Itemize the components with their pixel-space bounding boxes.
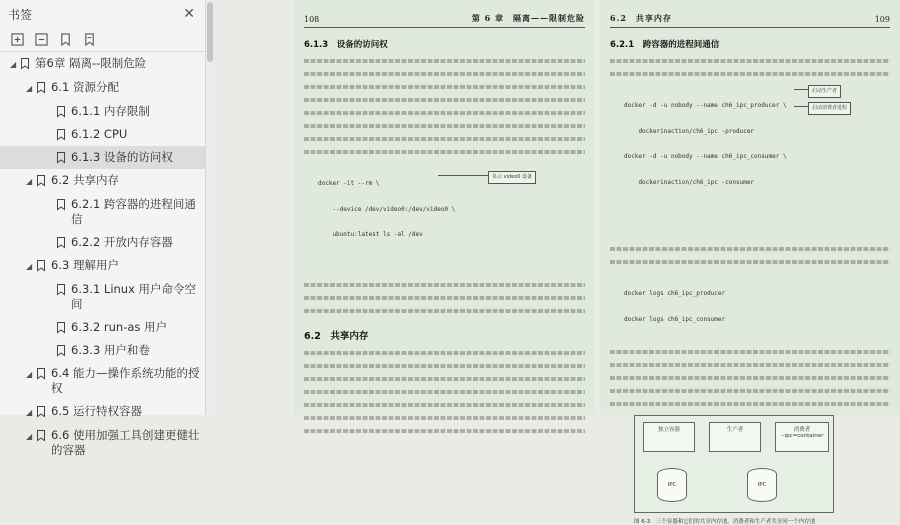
- body-text-blurred: [304, 400, 585, 410]
- code-line: --device /dev/video0:/dev/video0 \: [318, 205, 456, 213]
- diagram-box-sublabel: --ipc=container: [780, 433, 824, 439]
- bookmark-label: 6.4 能力—操作系统功能的授权: [51, 366, 200, 395]
- bookmark-label: 6.1 资源分配: [51, 80, 119, 94]
- body-text-blurred: [304, 413, 585, 423]
- bookmark-icon: [56, 322, 66, 333]
- bookmark-label: 6.1.3 设备的访问权: [71, 150, 173, 164]
- chevron-down-icon[interactable]: ◢: [10, 60, 17, 69]
- chapter-running-head: 第 6 章 隔离——限制危险: [471, 13, 585, 23]
- bookmark-label: 6.6 使用加强工具创建更健壮的容器: [51, 428, 200, 457]
- bookmark-icon: [56, 237, 66, 248]
- body-text-blurred: [304, 95, 585, 105]
- bookmark-item[interactable]: [0, 76, 205, 100]
- code-line: docker logs ch6_ipc_producer: [624, 290, 726, 297]
- section-running-head: 6.2 共享内存: [610, 13, 672, 23]
- code-block: [624, 85, 890, 238]
- bookmark-icon: [36, 368, 46, 379]
- sidebar-scrollbar[interactable]: [206, 0, 214, 415]
- body-text-blurred: [304, 387, 585, 397]
- code-line: ubuntu:latest ls -al /dev: [318, 231, 423, 238]
- bookmark-icon: [36, 406, 46, 417]
- body-text-blurred: [304, 121, 585, 131]
- section-heading: 6.1.3 设备的访问权: [304, 40, 388, 50]
- body-text-blurred: [304, 374, 585, 384]
- bookmark-icon: [56, 106, 66, 117]
- page-109: [600, 0, 900, 525]
- code-block: [318, 163, 585, 274]
- body-text-blurred: [304, 69, 585, 79]
- body-text-blurred: [304, 348, 585, 358]
- body-text-blurred: [610, 244, 890, 254]
- bookmark-settings-icon[interactable]: [82, 33, 96, 47]
- running-header: [610, 0, 890, 28]
- code-line: dockerinaction/ch6_ipc -consumer: [624, 178, 755, 186]
- code-callout: 显示 video0 设备: [488, 171, 536, 184]
- collapse-all-icon[interactable]: [34, 33, 48, 47]
- body-text-blurred: [610, 69, 890, 79]
- bookmark-item[interactable]: [0, 100, 205, 123]
- bookmarks-panel: [0, 0, 206, 457]
- bookmark-label: 6.1.1 内存限制: [71, 104, 150, 118]
- chevron-down-icon[interactable]: ◢: [26, 370, 33, 379]
- code-block: [624, 273, 890, 341]
- bookmark-icon: [36, 82, 46, 93]
- bookmark-icon: [36, 430, 46, 441]
- bookmark-label: 6.1.2 CPU: [71, 127, 128, 141]
- page-number: 108: [304, 15, 320, 24]
- chevron-down-icon[interactable]: ◢: [26, 84, 33, 93]
- bookmark-label: 6.5 运行特权容器: [51, 404, 142, 418]
- body-text-blurred: [304, 134, 585, 144]
- bookmark-item[interactable]: [0, 193, 205, 231]
- bookmark-item[interactable]: [0, 169, 205, 193]
- bookmark-label: 第6章 隔离--限制危险: [35, 56, 147, 70]
- bookmark-icon: [56, 284, 66, 295]
- bookmark-label: 6.2.2 开放内存容器: [71, 235, 173, 249]
- callout-line: [794, 89, 808, 90]
- body-text-blurred: [610, 347, 890, 357]
- bookmarks-title: 书签: [8, 7, 33, 22]
- bookmark-icon: [56, 345, 66, 356]
- bookmark-label: 6.3.2 run-as 用户: [71, 320, 168, 334]
- body-text-blurred: [610, 360, 890, 370]
- diagram-box: 独立容器: [643, 422, 695, 452]
- running-header: [304, 0, 585, 28]
- code-line: docker -it --rm \: [318, 180, 380, 187]
- body-text-blurred: [610, 257, 890, 267]
- bookmarks-toolbar: [0, 28, 205, 52]
- bookmark-label: 6.2.1 跨容器的进程间通信: [71, 197, 196, 226]
- page-number: 109: [874, 15, 890, 24]
- section-heading: 6.2.1 跨容器的进程间通信: [610, 40, 720, 50]
- bookmark-icon: [56, 199, 66, 210]
- body-text-blurred: [304, 426, 585, 436]
- bookmark-item[interactable]: [0, 424, 205, 462]
- code-line: docker logs ch6_ipc_consumer: [624, 315, 726, 323]
- bookmark-item[interactable]: [0, 123, 205, 146]
- page-108: [294, 0, 595, 415]
- body-text-blurred: [304, 293, 585, 303]
- expand-all-icon[interactable]: [10, 33, 24, 47]
- diagram-box: [775, 422, 829, 452]
- code-line: docker -d -u nobody --name ch6_ipc_producer \: [624, 102, 787, 109]
- bookmark-item[interactable]: [0, 339, 205, 362]
- diagram-box: 生产者: [709, 422, 761, 452]
- body-text-blurred: [304, 306, 585, 316]
- bookmark-icon: [20, 58, 30, 69]
- bookmark-label: 6.3.3 用户和卷: [71, 343, 150, 357]
- section-heading: 6.2 共享内存: [304, 330, 369, 342]
- callout-line: [438, 175, 488, 176]
- bookmark-icon: [36, 175, 46, 186]
- bookmark-label: 6.2 共享内存: [51, 173, 119, 187]
- ipc-diagram: [634, 415, 834, 513]
- code-line: dockerinaction/ch6_ipc -producer: [624, 127, 755, 135]
- body-text-blurred: [304, 108, 585, 118]
- body-text-blurred: [304, 56, 585, 66]
- body-text-blurred: [610, 373, 890, 383]
- bookmark-icon: [56, 129, 66, 140]
- bookmark-tree: [0, 52, 205, 462]
- body-text-blurred: [304, 361, 585, 371]
- close-icon[interactable]: ✕: [183, 6, 195, 22]
- chevron-down-icon[interactable]: ◢: [26, 408, 33, 417]
- code-callout: 启动生产者: [808, 85, 841, 98]
- code-line: docker -d -u nobody --name ch6_ipc_consumer \: [624, 153, 787, 160]
- scrollbar-thumb[interactable]: [207, 2, 213, 62]
- bookmarks-header: [0, 0, 205, 28]
- body-text-blurred: [610, 56, 890, 66]
- chevron-down-icon[interactable]: ◢: [26, 432, 33, 441]
- bookmark-icon: [56, 152, 66, 163]
- chevron-down-icon[interactable]: ◢: [26, 177, 33, 186]
- bookmark-item[interactable]: [0, 278, 205, 316]
- bookmark-icon: [36, 260, 46, 271]
- bookmark-item[interactable]: [0, 254, 205, 278]
- diagram-box-label: 消费者: [793, 427, 811, 433]
- chevron-down-icon[interactable]: ◢: [26, 262, 33, 271]
- bookmark-item[interactable]: [0, 146, 205, 169]
- body-text-blurred: [304, 82, 585, 92]
- bookmark-icon[interactable]: [58, 33, 72, 47]
- callout-line: [794, 106, 808, 107]
- bookmark-item[interactable]: [0, 362, 205, 400]
- body-text-blurred: [610, 399, 890, 409]
- figure-caption: 图 6-3 三个容器和它们的共享内存池。消费者和生产者共享同一个内存池: [634, 519, 816, 525]
- bookmark-item[interactable]: [0, 316, 205, 339]
- code-callout: 启动消费者进程: [808, 102, 851, 115]
- body-text-blurred: [610, 386, 890, 396]
- body-text-blurred: [304, 280, 585, 290]
- body-text-blurred: [304, 147, 585, 157]
- bookmark-item[interactable]: [0, 231, 205, 254]
- bookmark-item[interactable]: [0, 52, 205, 76]
- ipc-pool-cylinder: IPC: [747, 468, 777, 502]
- ipc-pool-cylinder: IPC: [657, 468, 687, 502]
- bookmark-item[interactable]: [0, 400, 205, 424]
- bookmark-label: 6.3.1 Linux 用户命令空间: [71, 282, 197, 311]
- bookmark-label: 6.3 理解用户: [51, 258, 119, 272]
